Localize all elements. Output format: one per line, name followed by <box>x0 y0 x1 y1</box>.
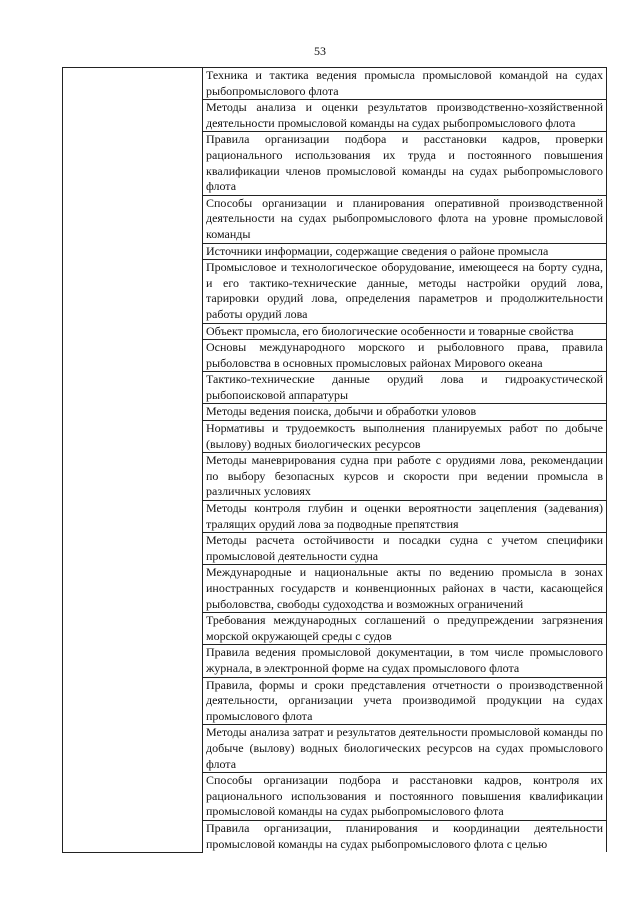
knowledge-item: Основы международного морского и рыболовного права, правила рыболовства в основных промысловых районах Мирового океана <box>203 340 607 372</box>
knowledge-item: Объект промысла, его биологические особенности и товарные свойства <box>203 323 607 340</box>
knowledge-item: Международные и национальные акты по ведению промысла в зонах иностранных государств и конвенционных районах в части, касающейся рыболовства, свободы судоходства и возможных ограничений <box>203 565 607 613</box>
labor-function-cell <box>63 68 203 853</box>
knowledge-item: Правила, формы и сроки представления отчетности о производственной деятельности, организации учета производимой продукции на судах промыслового флота <box>203 677 607 725</box>
knowledge-table <box>62 67 607 853</box>
table-row <box>63 68 607 100</box>
knowledge-item: Техника и тактика ведения промысла промысловой командой на судах рыбопромыслового флота <box>203 68 607 100</box>
knowledge-item: Правила ведения промысловой документации, в том числе промыслового журнала, в электронной форме на судах промыслового флота <box>203 645 607 677</box>
knowledge-item: Методы ведения поиска, добычи и обработки уловов <box>203 404 607 421</box>
knowledge-item: Способы организации и планирования оперативной производственной деятельности на судах рыбопромыслового флота на уровне промысловой команды <box>203 195 607 243</box>
knowledge-item: Правила организации, планирования и координации деятельности промысловой команды на судах рыбопромыслового флота с целью <box>203 820 607 852</box>
knowledge-item: Методы анализа и оценки результатов производственно-хозяйственной деятельности промысловой команды на судах рыбопромыслового флота <box>203 100 607 132</box>
knowledge-item: Методы анализа затрат и результатов деятельности промысловой команды по добыче (вылову) водных биологических ресурсов на судах промыслового флота <box>203 725 607 773</box>
knowledge-item: Требования международных соглашений о предупреждении загрязнения морской окружающей среды с судов <box>203 613 607 645</box>
knowledge-item: Методы расчета остойчивости и посадки судна с учетом специфики промысловой деятельности судна <box>203 533 607 565</box>
table-body <box>63 68 607 853</box>
knowledge-item: Нормативы и трудоемкость выполнения планируемых работ по добыче (вылову) водных биологических ресурсов <box>203 421 607 453</box>
knowledge-item: Промысловое и технологическое оборудование, имеющееся на борту судна, и его тактико-технические данные, методы настройки орудий лова, тарировки орудий лова, определения параметров и продолжительности работы орудий лова <box>203 260 607 323</box>
knowledge-item: Способы организации подбора и расстановки кадров, контроля их рационального использования и постоянного повышения квалификации промысловой команды на судах рыбопромыслового флота <box>203 773 607 821</box>
page-number: 53 <box>314 44 326 58</box>
knowledge-item: Источники информации, содержащие сведения о районе промысла <box>203 243 607 260</box>
knowledge-item: Методы маневрирования судна при работе с орудиями лова, рекомендации по выбору безопасных курсов и скорости при ведении промысла в различных условиях <box>203 453 607 501</box>
knowledge-item: Методы контроля глубин и оценки вероятности зацепления (задевания) тралящих орудий лова за подводные препятствия <box>203 501 607 533</box>
knowledge-item: Тактико-технические данные орудий лова и гидроакустической рыбопоисковой аппаратуры <box>203 372 607 404</box>
knowledge-item: Правила организации подбора и расстановки кадров, проверки рационального использования их труда и постоянного повышения квалификации членов промысловой команды на судах рыбопромыслового флота <box>203 132 607 195</box>
